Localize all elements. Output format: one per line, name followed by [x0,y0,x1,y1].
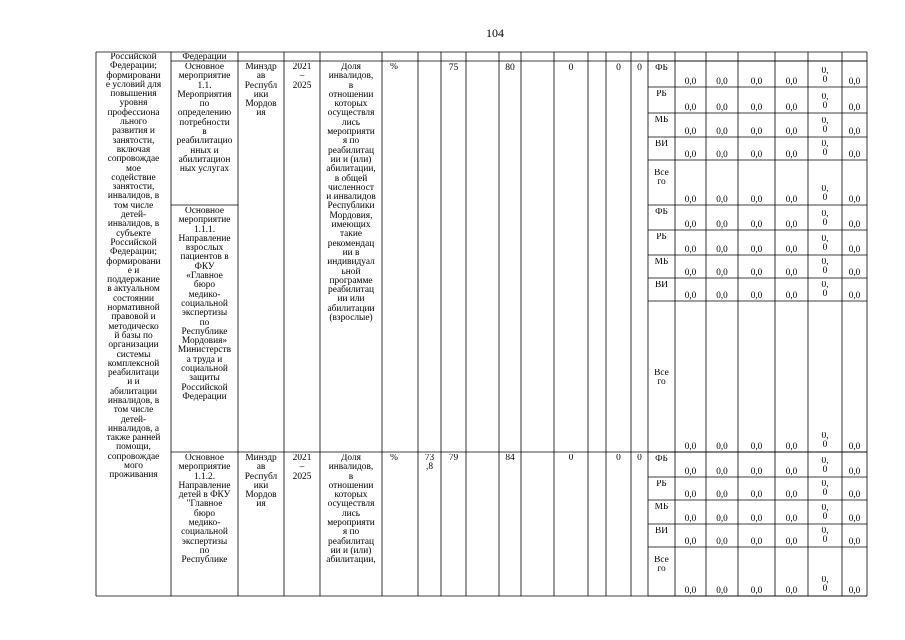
budget-value: 0,0 [848,76,861,86]
period-text: 2021 – 2025 [292,63,312,91]
source-label: ВИ [654,527,669,536]
budget-value: 0,0 [848,244,861,254]
federacii-text: Федерации [182,52,227,62]
budget-value: 0,0 [848,536,861,546]
budget-value-split: 0, 0 [821,480,829,499]
budget-value: 0,0 [785,149,798,159]
budget-value-split: 0, 0 [821,576,829,595]
budget-value: 0,0 [750,219,763,229]
budget-value: 0,0 [750,513,763,523]
indicator-value: 84 [505,454,515,463]
source-label: ФБ [655,455,668,464]
source-label: Все го [654,368,669,388]
executor-text: Минздр ав Республ ики Мордов ия [244,63,278,119]
budget-value: 0,0 [848,441,861,451]
indicator-value: 0 [637,62,642,73]
source-label: ВИ [654,140,669,149]
unit-text: % [390,454,398,463]
source-label: МБ [654,258,669,267]
budget-value: 0,0 [684,219,697,229]
budget-value: 0,0 [750,194,763,204]
budget-value: 0,0 [716,219,728,229]
budget-value: 0,0 [785,194,798,204]
budget-value: 0,0 [684,194,697,204]
indicator-value: 0 [637,454,642,463]
budget-value: 0,0 [785,219,798,229]
measure-1-1: Основное мероприятие 1.1. Мероприятия по определению потребности в реабилитацио нных и абилитацион ных услугах [176,63,233,175]
budget-value-split: 0, 0 [821,185,829,204]
budget-value: 0,0 [716,194,728,204]
budget-value: 0,0 [848,102,861,112]
budget-value: 0,0 [848,489,861,499]
goal-text: Российской Федерации; формировани е условий для повышения уровня профессиона льного развития и занятости, включая сопровождае мое содействие занятости, инвалидов, в том числе детей- инвалидов, в субъекте Российской Федерации; формировани е и поддержание в актуальном состоянии нормативной правовой и методическо й базы по организации системы комплексной реабилитаци и и абилитации инвалидов, в том числе детей- инвалидов, а также ранней помощи, сопровождае мого проживания [105,53,162,481]
budget-value: 0,0 [848,219,861,229]
budget-value: 0,0 [684,76,697,86]
source-label: Все го [654,169,669,188]
indicator-b: Доля инвалидов, в отношении которых осуществля лись мероприяти я по реабилитац ии и (или) абилитации, [326,454,376,566]
budget-value: 0,0 [750,290,763,300]
budget-value: 0,0 [785,441,798,451]
indicator-value: 80 [505,62,515,73]
indicator-a: Доля инвалидов, в отношении которых осуществля лись мероприяти я по реабилитац ии и (или) абилитации, в общей численност и инвалидов Республики Мордовия, имеющих такие рекомендац ии в индивидуал ьной программе реабилитац ии или абилитации (взрослые) [326,63,376,324]
budget-value-split: 0, 0 [821,67,829,86]
budget-value: 0,0 [684,441,697,451]
budget-value: 0,0 [848,466,861,476]
period-text: 2021 – 2025 [292,454,312,482]
budget-value: 0,0 [716,244,728,254]
budget-value: 0,0 [684,466,697,476]
unit-text: % [390,63,398,72]
budget-value-split: 0, 0 [821,457,829,476]
budget-value: 0,0 [684,244,697,254]
budget-value-split: 0, 0 [821,258,829,277]
budget-value: 0,0 [785,536,798,546]
budget-value: 0,0 [750,76,763,86]
budget-value-split: 0, 0 [821,527,829,546]
measure-1-1-1: Основное мероприятие 1.1.1. Направление взрослых пациентов в ФКУ «Главное бюро медико- социальной экспертизы по Республике Мордовия» Министерств а труда и социальной защиты Российской Федерации [177,207,232,402]
budget-value: 0,0 [684,126,697,136]
budget-value: 0,0 [848,267,861,277]
budget-value-split: 0, 0 [821,432,829,451]
budget-value: 0,0 [716,76,728,86]
measure-1-1-2: Основное мероприятие 1.1.2. Направление детей в ФКУ "Главное бюро медико- социальной экспертизы по Республике [178,454,231,566]
budget-value: 0,0 [785,102,798,112]
budget-value: 0,0 [716,102,728,112]
source-label: ФБ [655,208,668,217]
budget-value: 0,0 [716,149,728,159]
budget-value: 0,0 [684,149,697,159]
budget-value: 0,0 [750,244,763,254]
indicator-value: 0 [616,454,621,463]
source-label: РБ [656,90,667,99]
budget-value: 0,0 [716,290,728,300]
budget-value: 0,0 [716,536,728,546]
budget-value: 0,0 [785,513,798,523]
source-label: РБ [656,233,667,242]
budget-value: 0,0 [785,290,798,300]
indicator-value: 73 ,8 [424,454,435,473]
budget-value: 0,0 [785,466,798,476]
budget-value-split: 0, 0 [821,93,829,112]
source-label: МБ [654,116,669,125]
source-label: ФБ [655,64,668,73]
budget-value: 0,0 [750,489,763,499]
budget-value: 0,0 [785,76,798,86]
budget-value: 0,0 [684,290,697,300]
budget-value: 0,0 [785,126,798,136]
budget-value: 0,0 [750,267,763,277]
budget-value: 0,0 [848,513,861,523]
budget-value: 0,0 [750,441,763,451]
budget-value: 0,0 [848,290,861,300]
budget-value: 0,0 [716,126,728,136]
budget-value: 0,0 [716,585,728,595]
budget-value: 0,0 [750,102,763,112]
budget-value-split: 0, 0 [821,140,829,159]
executor-text: Минздр ав Республ ики Мордов ия [244,454,278,510]
source-label: Все го [654,556,669,575]
budget-value: 0,0 [750,466,763,476]
source-label: РБ [656,480,667,489]
budget-value: 0,0 [684,102,697,112]
budget-value-split: 0, 0 [821,504,829,523]
budget-value-split: 0, 0 [821,117,829,136]
budget-value: 0,0 [848,126,861,136]
page-number: 104 [486,26,504,40]
budget-value: 0,0 [684,267,697,277]
indicator-value: 79 [448,454,459,463]
budget-value: 0,0 [750,126,763,136]
indicator-value: 0 [616,62,621,73]
budget-value: 0,0 [684,536,697,546]
source-label: ВИ [654,281,669,290]
source-label: МБ [654,503,669,512]
budget-value: 0,0 [750,585,763,595]
budget-value: 0,0 [848,585,861,595]
budget-value: 0,0 [716,513,728,523]
budget-value: 0,0 [684,513,697,523]
budget-value: 0,0 [684,489,697,499]
budget-value: 0,0 [716,489,728,499]
budget-value: 0,0 [716,441,728,451]
budget-value: 0,0 [750,149,763,159]
budget-value-split: 0, 0 [821,210,829,229]
indicator-value: 0 [568,454,574,463]
budget-value: 0,0 [750,536,763,546]
budget-value: 0,0 [716,267,728,277]
budget-value: 0,0 [785,489,798,499]
budget-value: 0,0 [684,585,697,595]
budget-value: 0,0 [785,585,798,595]
indicator-value: 75 [448,62,459,73]
budget-value: 0,0 [785,267,798,277]
indicator-value: 0 [568,62,574,73]
budget-value: 0,0 [716,466,728,476]
budget-value-split: 0, 0 [821,235,829,254]
budget-value: 0,0 [848,194,861,204]
budget-value: 0,0 [785,244,798,254]
budget-value: 0,0 [848,149,861,159]
budget-value-split: 0, 0 [821,281,829,300]
